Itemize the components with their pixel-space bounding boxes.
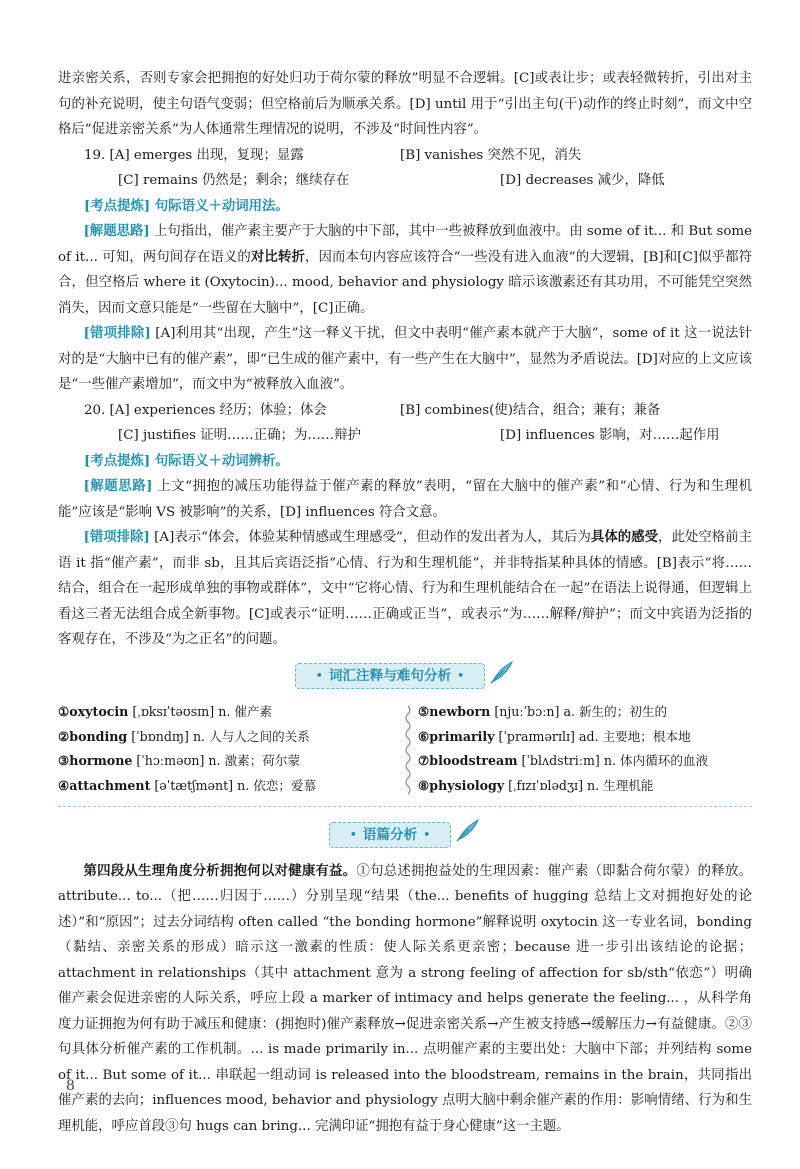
q20-idea-paragraph [58,474,752,525]
q20-idea-text: 上文“拥抱的减压功能得益于催产素的释放”表明，“留在大脑中的催产素”和“心情、行为和生理机能”应该是“影响 VS 被影响”的关系，[D] influences 符合文意。 [58,479,753,520]
q20-elim-bold: 具体的感受 [590,529,659,545]
vocab-item: ②bonding [ˈbɒndɪŋ] n. 人与人之间的关系 [58,728,310,744]
q19-idea-bold: 对比转折 [250,248,305,265]
vocab-item: ⑦bloodstream [ˈblʌdstriːm] n. 体内循环的血液 [418,753,709,768]
q19-point-tag: [考点提炼] 句际语义＋动词用法。 [84,197,289,214]
q20-options-row-2 [58,423,752,449]
q19-idea-text-1: 上句指出，催产素主要产于大脑的中下部，其中一些被释放到血液中。由 some of it... 和 But some of it... 可知，两句间存在语义的 [58,224,753,265]
q19-options-row-2 [58,168,752,194]
vocab-list [58,700,752,798]
q19-option-d: [D] decreases 减少，降低 [500,173,665,188]
analysis-banner-box: • 语篇分析 • [329,822,451,848]
q20-option-d: [D] influences 影响，对……起作用 [500,428,720,443]
q19-option-b: [B] vanishes 突然不见，消失 [400,147,582,163]
q20-option-a: 20. [A] experiences 经历；体验；体会 [84,402,327,418]
analysis-banner [58,817,752,853]
analysis-lead: 第四段从生理角度分析拥抱何以对健康有益。 [83,862,357,879]
q19-option-c: [C] remains 仍然是；剩余；继续存在 [118,173,350,188]
vocab-item: ⑥primarily [ˈpraɪmərɪlɪ] ad. 主要地；根本地 [418,728,691,744]
q19-option-a: 19. [A] emerges 出现，复现；显露 [84,147,304,163]
quill-icon [489,659,515,695]
vocab-banner-box: • 词汇注释与难句分析 • [295,663,485,689]
q20-option-b: [B] combines(使)结合，组合；兼有；兼备 [400,402,661,418]
vocab-column-left [58,700,398,798]
q19-idea-text-2: ，因而本句内容应该符合“一些没有进入血液”的大逻辑，[B]和[C]似乎都符合，但空格后 where it (Oxytocin)... mood, behavior and physiology 暗示该激素还有其功用，不可能凭空突然消失，因而文意只能是“一些留在大脑中”，[C]正确。 [58,249,753,316]
vocab-column-right [418,700,752,798]
analysis-text: ①句总述拥抱益处的生理因素：催产素（即黏合荷尔蒙）的释放。attribute... to...（把……归因于……）分别呈现“结果（the... benefits of hugging 总结上文对拥抱好处的论述）”和“原因”；过去分词结构 often called “the bonding hormone”解释说明 oxytocin 这一专业名词，bonding（黏结、亲密关系的形成）暗示这一激素的性质：使人际关系更亲密；because 进一步引出该结论的论据；attachment in relationships（其中 attachment 意为 a strong feeling of affection for sb/sth“依恋”）明确催产素会促进亲密的人际关系，呼应上段 a marker of intimacy and helps generate the feeling... ，从科学角度力证拥抱为何有助于减压和健康：(拥抱时)催产素释放→促进亲密关系→产生被支持感→缓解压力→有益健康。②③句具体分析催产素的工作机制。... is made primarily in... 点明催产素的主要出处：大脑中下部；并列结构 some of it... But some of it... 串联起一组动词 is released into the bloodstream, remains in the brain，共同指出催产素的去向；influences mood, behavior and physiology 点明大脑中剩余催产素的作用：影响情绪、行为和生理机能，呼应首段③句 hugs can bring... 完满印证“拥抱有益于身心健康”这一主题。 [58,863,753,1134]
vocab-banner-title: 词汇注释与难句分析 [328,668,452,685]
q20-point-tag: [考点提炼] 句际语义＋动词辨析。 [84,452,289,469]
analysis-paragraph [58,859,752,1140]
vocab-item: ④attachment [əˈtætʃmənt] n. 依恋；爱慕 [58,777,317,793]
vocab-item: ①oxytocin [ˌɒksɪˈtəʊsɪn] n. 催产素 [58,704,273,719]
quill-icon [455,817,481,853]
q20-option-c: [C] justifies 证明……正确；为……辩护 [118,428,361,443]
q20-options-row-1 [58,398,752,424]
q20-elim-text-2: ，此处空格前主语 it 指“催产素”，而非 sb，且其后宾语泛指“心情、行为和生理机能”，并非特指某种具体的情感。[B]表示“将……结合，组合在一起形成单独的事物或群体”，文中“它将心情、行为和生理机能结合在一起”在语法上说得通，但逻辑上看这三者无法组合成全新事物。[C]或表示“证明……正确或正当”，或表示“为……解释/辩护”；而文中宾语为泛指的客观存在，不涉及“为之正名”的问题。 [58,530,753,647]
page-number: 8 [66,1078,75,1094]
wavy-divider [398,700,418,798]
q19-options-row-1 [58,143,752,169]
vocab-banner [58,659,752,695]
q20-elim-tag: [错项排除] [83,529,150,545]
q19-idea-tag: [解题思路] [83,223,150,239]
vocab-item: ⑧physiology [ˌfɪzɪˈɒlədʒɪ] n. 生理机能 [418,777,654,793]
q19-elim-tag: [错项排除] [83,325,151,341]
q19-elim-paragraph [58,321,752,398]
analysis-banner-title: 语篇分析 [362,826,418,843]
intro-paragraph: 进亲密关系，否则专家会把拥抱的好处归功于荷尔蒙的释放”明显不合逻辑。[C]或表让步；或表轻微转折，引出对主句的补充说明，使主句语气变弱；但空格前后为顺承关系。[D] until 用于“引出主句(干)动作的终止时刻”，而文中空格后“促进亲密关系”为人体通常生理情况的说明，不涉及“时间性内容”。 [58,71,752,137]
vocab-item: ③hormone [ˈhɔːmәʊn] n. 激素；荷尔蒙 [58,753,301,768]
page-content [58,66,752,1139]
section-divider [58,806,752,807]
q19-elim-text: [A]利用其“出现，产生”这一释义干扰，但文中表明“催产素本就产于大脑”，some of it 这一说法针对的是“大脑中已有的催产素”，即“已生成的催产素中，有一些产生在大脑中”，显然为矛盾说法。[D]对应的上文应该是“一些催产素增加”，而文中为“被释放入血液”。 [58,326,753,392]
q20-idea-tag: [解题思路] [83,478,153,494]
vocab-item: ⑤newborn [njuːˈbɔːn] a. 新生的；初生的 [418,704,668,719]
q20-elim-text-1: [A]表示“体会，体验某种情感或生理感受”，但动作的发出者为人，其后为 [149,530,591,545]
q20-elim-paragraph [58,525,752,653]
q19-idea-paragraph [58,219,752,321]
